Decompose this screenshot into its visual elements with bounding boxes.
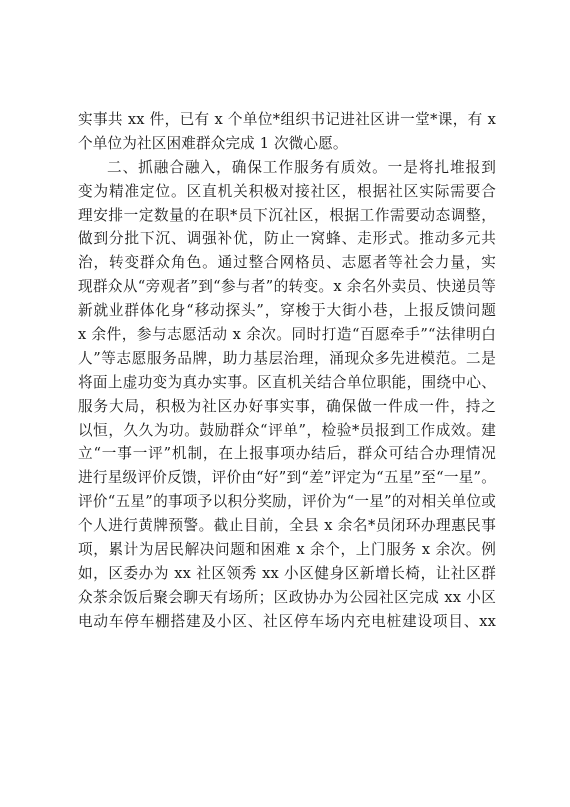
text-line: 众茶余饭后聚会聊天有场所；区政协办为公园社区完成 xx 小区: [78, 588, 496, 606]
text-line: 个单位为社区困难群众完成 1 次微心愿。: [78, 134, 348, 152]
text-line: 变为精准定位。区直机关积极对接社区，根据社区实际需要合: [78, 182, 496, 200]
text-line: 立“一事一评”机制，在上报事项办结后，群众可结合办理情况: [78, 445, 496, 463]
paragraph-first-line: 二、抓融合融入，确保工作服务有质效。一是将扎堆报到: [107, 158, 496, 176]
text-line: 个人进行黄牌预警。截止目前，全县 x 余名*员闭环办理惠民事: [78, 517, 496, 535]
text-line: 将面上虚功变为真办实事。区直机关结合单位职能，围绕中心、: [78, 373, 496, 391]
text-line: 治，转变群众角色。通过整合网格员、志愿者等社会力量，实: [78, 254, 496, 272]
text-line: 实事共 xx 件，已有 x 个单位*组织书记进社区讲一堂*课，有 x: [78, 111, 496, 128]
text-line: 以恒，久久为功。鼓励群众“评单”，检验*员报到工作成效。建: [78, 421, 496, 439]
text-line: 做到分批下沉、调强补优，防止一窝蜂、走形式。推动多元共: [78, 230, 496, 248]
text-line: 服务大局，积极为社区办好事实事，确保做一件成一件，持之: [78, 397, 496, 415]
text-line: 如，区委办为 xx 社区领秀 xx 小区健身区新增长椅，让社区群: [78, 564, 496, 582]
text-line: 新就业群体化身“移动探头”，穿梭于大街小巷，上报反馈问题: [78, 302, 496, 320]
text-line: 项，累计为居民解决问题和困难 x 余个，上门服务 x 余次。例: [78, 541, 496, 559]
text-line: 理安排一定数量的在职*员下沉社区，根据工作需要动态调整，: [78, 206, 496, 224]
text-line: 现群众从“旁观者”到“参与者”的转变。x 余名外卖员、快递员等: [78, 278, 496, 296]
text-line: 人”等志愿服务品牌，助力基层治理，涌现众多先进模范。二是: [78, 349, 496, 367]
text-line: 评价“五星”的事项予以积分奖励，评价为“一星”的对相关单位或: [78, 493, 496, 511]
text-line: 电动车停车棚搭建及小区、社区停车场内充电桩建设项目、xx: [78, 612, 496, 630]
document-body: [78, 108, 496, 634]
text-line: x 余件，参与志愿活动 x 余次。同时打造“百愿牵手”“法律明白: [78, 326, 496, 344]
text-line: 进行星级评价反馈，评价由“好”到“差”评定为“五星”至“一星”。: [78, 469, 496, 487]
